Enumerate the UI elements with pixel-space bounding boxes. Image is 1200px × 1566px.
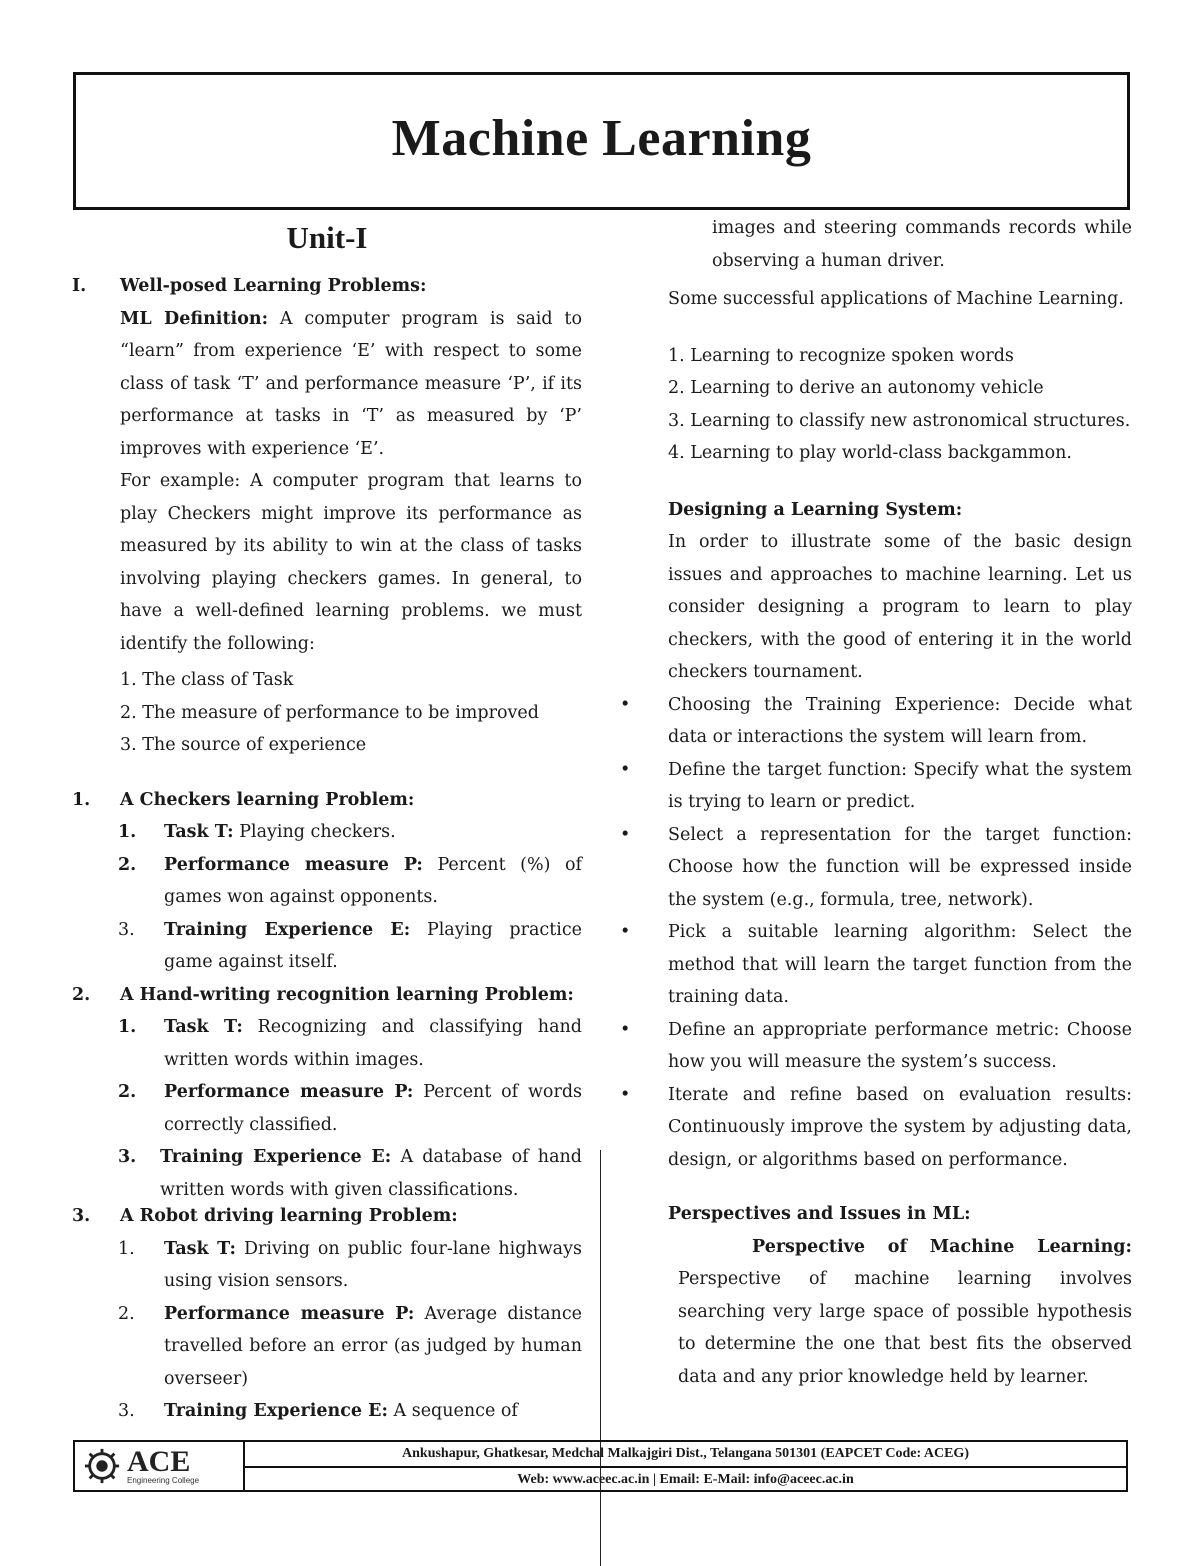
section-heading <box>72 270 582 303</box>
perspectives-heading: Perspectives and Issues in ML: <box>668 1204 971 1224</box>
problem-item <box>72 1395 582 1428</box>
application-item: 1. Learning to recognize spoken words <box>668 345 1014 366</box>
design-bullet: • Define an appropriate performance metric: Choose how you will measure the system’s success. <box>620 1014 1132 1079</box>
item-number: 2. <box>118 854 137 875</box>
item-text: Playing checkers. <box>239 822 396 842</box>
problem-item <box>72 816 582 849</box>
identify-item: 1. The class of Task <box>120 670 294 690</box>
perspective-paragraph: Perspective of machine learning involves searching very large space of possible hypothesis to determine the one that best fits the observed data and any prior knowledge held by learner. <box>678 1269 1132 1387</box>
bullet-icon: • <box>620 824 631 845</box>
item-label: Task T: <box>164 822 234 842</box>
title-box <box>73 72 1130 210</box>
problem-item <box>72 849 582 914</box>
item-label: Training Experience E: <box>164 1401 388 1421</box>
item-number: 1. <box>118 822 137 842</box>
logo-name: ACE <box>127 1444 191 1478</box>
page-title: Machine Learning <box>391 110 812 167</box>
identify-item: 3. The source of experience <box>120 735 367 755</box>
bullet-icon: • <box>620 694 631 715</box>
problem-heading <box>72 979 582 1012</box>
unit-heading: Unit-I <box>286 220 368 255</box>
item-number: 1. <box>118 1017 137 1037</box>
problem-title: A Checkers learning Problem: <box>120 789 415 810</box>
problem-item <box>72 914 582 979</box>
section-number: I. <box>72 276 87 296</box>
identify-item: 2. The measure of performance to be improved <box>120 702 539 723</box>
footer-address: Ankushapur, Ghatkesar, Medchal Malkajgiri Dist., Telangana 501301 (EAPCET Code: ACEG) <box>245 1442 1126 1468</box>
design-bullet: • Choosing the Training Experience: Decide what data or interactions the system will learn from. <box>620 689 1132 754</box>
ml-definition-text: A computer program is said to “learn” from experience ‘E’ with respect to some class of task ‘T’ and performance measure ‘P’, if its performance at tasks in ‘T’ as measured by ‘P’ improves with experience ‘E’. <box>120 308 582 459</box>
problem-item <box>72 1141 582 1206</box>
item-text: A sequence of <box>393 1401 518 1421</box>
item-text: Driving on public four-lane highways using vision sensors. <box>164 1238 582 1291</box>
problem-item <box>72 1233 582 1298</box>
section-title: Well-posed Learning Problems: <box>120 276 427 296</box>
bullet-icon: • <box>620 759 631 780</box>
design-bullet: • Iterate and refine based on evaluation results: Continuously improve the system by adjusting data, design, or algorithms based on performance. <box>620 1079 1132 1177</box>
ml-definition <box>120 303 582 466</box>
college-logo <box>75 1442 245 1490</box>
item-text: Recognizing and classifying hand written words within images. <box>164 1017 582 1070</box>
item-text: Percent (%) of games won against opponents. <box>164 854 582 907</box>
bullet-icon: • <box>620 1084 631 1105</box>
gear-emblem-icon <box>83 1447 121 1485</box>
problem-heading <box>72 784 582 817</box>
application-item: 4. Learning to play world-class backgammon. <box>668 443 1072 463</box>
bullet-icon: • <box>620 922 631 942</box>
design-heading: Designing a Learning System: <box>668 499 963 520</box>
item-label: Training Experience E: <box>164 919 411 940</box>
item-number: 1. <box>118 1238 135 1259</box>
design-bullet: • Select a representation for the target function: Choose how the function will be expressed inside the system (e.g., formula, tree, network). <box>620 819 1132 917</box>
design-paragraph: In order to illustrate some of the basic design issues and approaches to machine learning. Let us consider designing a program to learn to play checkers, with the good of entering it in the world checkers tournament. <box>668 532 1132 682</box>
item-number: 2. <box>118 1303 135 1324</box>
problem-item <box>72 1076 582 1141</box>
ml-definition-label: ML Definition: <box>120 308 269 329</box>
item-number: 2. <box>118 1082 137 1102</box>
item-text: A database of hand written words with given classifications. <box>160 1147 582 1200</box>
problem-number: 1. <box>72 789 91 810</box>
item-label: Task T: <box>164 1017 243 1037</box>
item-label: Training Experience E: <box>160 1147 392 1167</box>
bullet-icon: • <box>620 1019 631 1040</box>
footer-contact: Web: www.aceec.ac.in | Email: E-Mail: info@aceec.ac.in <box>517 1472 854 1487</box>
item-text: Percent of words correctly classified. <box>164 1082 583 1135</box>
problem-title: A Hand-writing recognition learning Problem: <box>120 984 574 1005</box>
column-divider <box>600 1150 601 1566</box>
design-bullet: • Define the target function: Specify what the system is trying to learn or predict. <box>620 754 1132 819</box>
item-label: Performance measure P: <box>164 854 423 875</box>
item-label: Task T: <box>164 1238 236 1259</box>
item-label: Performance measure P: <box>164 1082 414 1102</box>
problem-item <box>72 1298 582 1396</box>
problem-heading <box>72 1200 582 1233</box>
example-paragraph: For example: A computer program that learns to play Checkers might improve its performance as measured by its ability to win at the class of tasks involving playing checkers games. In general, to have a well-defined learning problems. we must identify the following: <box>120 471 582 654</box>
left-column <box>72 218 582 1428</box>
continuation-text: images and steering commands records while observing a human driver. <box>712 218 1132 271</box>
logo-subtitle: Engineering College <box>127 1475 200 1485</box>
perspective-subheading: Perspective of Machine Learning: <box>752 1236 1132 1257</box>
application-item: 3. Learning to classify new astronomical structures. <box>668 410 1131 431</box>
item-number: 3. <box>118 919 135 940</box>
item-text: Average distance travelled before an error (as judged by human overseer) <box>164 1303 582 1389</box>
item-number: 3. <box>118 1401 135 1421</box>
footer <box>73 1440 1128 1492</box>
problem-item <box>72 1011 582 1076</box>
item-text: Playing practice game against itself. <box>164 919 582 972</box>
application-item: 2. Learning to derive an autonomy vehicle <box>668 378 1044 398</box>
design-bullet: • Pick a suitable learning algorithm: Select the method that will learn the target function from the training data. <box>620 916 1132 1014</box>
footer-info <box>245 1442 1126 1490</box>
problem-number: 3. <box>72 1206 91 1226</box>
item-label: Performance measure P: <box>164 1303 415 1324</box>
problem-number: 2. <box>72 984 91 1005</box>
item-number: 3. <box>118 1147 137 1167</box>
applications-intro: Some successful applications of Machine Learning. <box>668 289 1124 309</box>
right-column <box>620 212 1132 1393</box>
problem-title: A Robot driving learning Problem: <box>120 1206 458 1226</box>
